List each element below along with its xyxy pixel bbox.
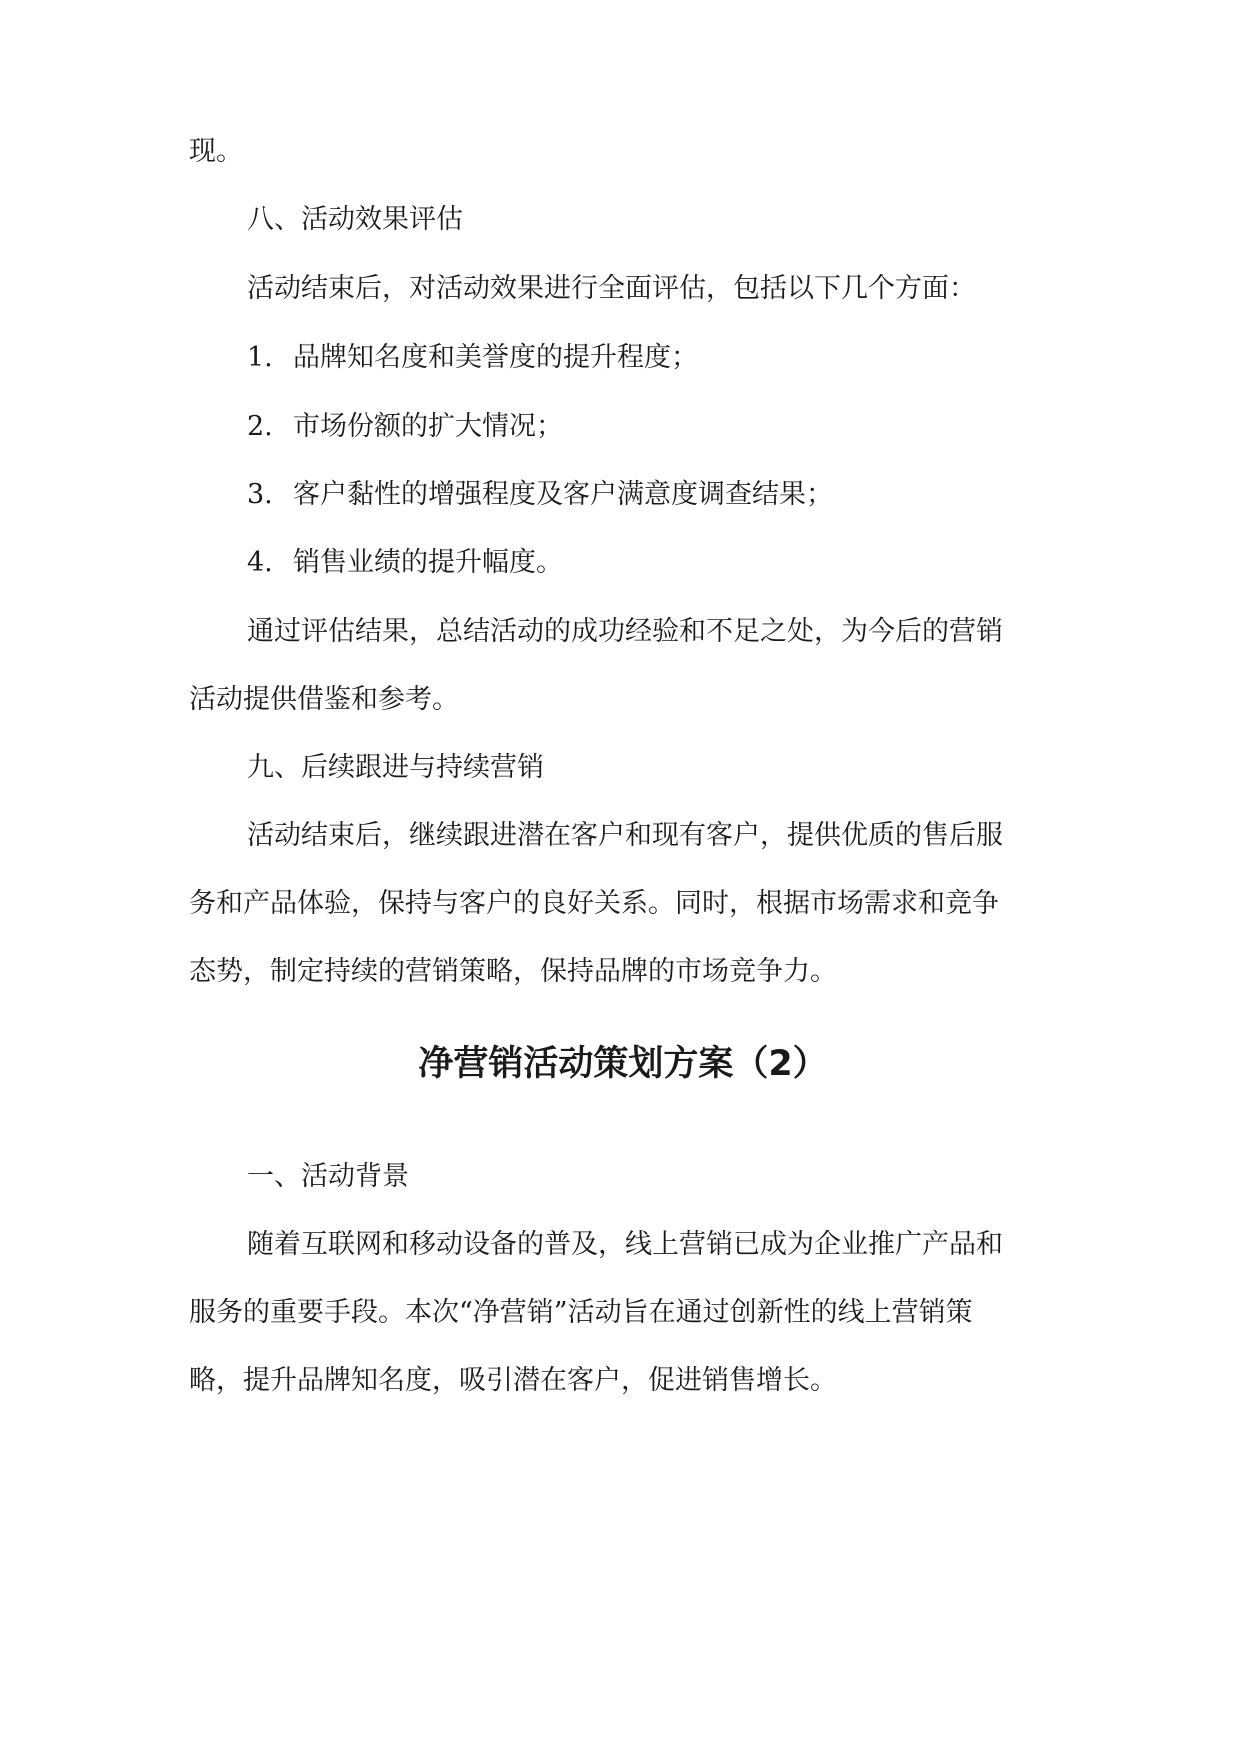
- list-item: [189, 544, 563, 582]
- list-item: [189, 339, 698, 377]
- list-item-text: 客户黏性的增强程度及客户满意度调查结果；: [293, 479, 833, 510]
- paragraph-line: 通过评估结果，总结活动的成功经验和不足之处，为今后的营销: [247, 616, 1003, 647]
- paragraph-line: 服务的重要手段。本次“净营销”活动旨在通过创新性的线上营销策: [189, 1297, 973, 1328]
- list-item: [189, 476, 833, 514]
- list-number: 3.: [247, 479, 273, 510]
- list-number: 1.: [247, 342, 273, 373]
- paragraph-line: 随着互联网和移动设备的普及，线上营销已成为企业推广产品和: [247, 1229, 1003, 1260]
- list-number: 4.: [247, 547, 273, 578]
- section-heading-1: 一、活动背景: [247, 1161, 409, 1192]
- document-title: 净营销活动策划方案（2）: [418, 1044, 828, 1084]
- paragraph-line: 态势，制定持续的营销策略，保持品牌的市场竞争力。: [189, 956, 837, 987]
- list-item-text: 品牌知名度和美誉度的提升程度；: [293, 342, 698, 373]
- paragraph-line: 活动结束后，对活动效果进行全面评估，包括以下几个方面：: [247, 273, 976, 304]
- section-heading-9: 九、后续跟进与持续营销: [247, 752, 544, 783]
- paragraph-line: 略，提升品牌知名度，吸引潜在客户，促进销售增长。: [189, 1365, 837, 1396]
- list-item-text: 销售业绩的提升幅度。: [293, 547, 563, 578]
- section-heading-8: 八、活动效果评估: [247, 204, 463, 235]
- paragraph-line: 现。: [189, 136, 243, 167]
- paragraph-line: 务和产品体验，保持与客户的良好关系。同时，根据市场需求和竞争: [189, 888, 999, 919]
- list-item-text: 市场份额的扩大情况；: [293, 411, 563, 442]
- paragraph-line: 活动提供借鉴和参考。: [189, 684, 459, 715]
- list-item: [189, 408, 563, 446]
- paragraph-line: 活动结束后，继续跟进潜在客户和现有客户，提供优质的售后服: [247, 820, 1003, 851]
- list-number: 2.: [247, 411, 273, 442]
